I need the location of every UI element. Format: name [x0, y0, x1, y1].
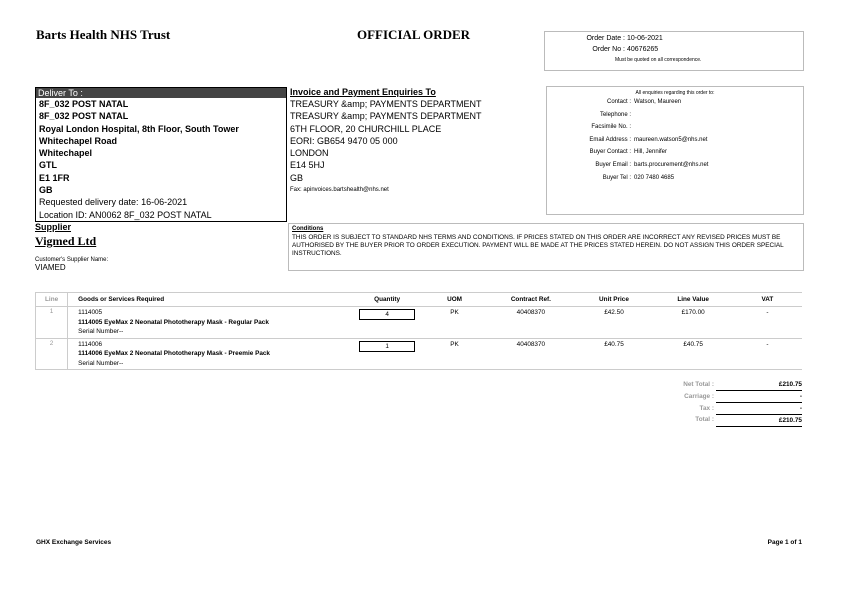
col-contract-ref: Contract Ref.: [487, 293, 574, 307]
supplier-heading: Supplier: [35, 222, 72, 232]
tax-value: -: [799, 405, 802, 412]
col-line-value: Line Value: [654, 293, 733, 307]
conditions-box: [288, 223, 804, 271]
invoice-title: Invoice and Payment Enquiries To: [290, 87, 436, 97]
item-line-value: £40.75: [683, 340, 703, 348]
invoice-line: GB: [290, 172, 304, 183]
item-unit-price: £40.75: [604, 340, 624, 348]
contact-box: [546, 86, 804, 215]
order-info-box: [544, 31, 804, 71]
order-no: 40676265: [627, 46, 659, 53]
buyer-contact-label: Buyer Contact :: [589, 149, 631, 156]
invoice-line: 6TH FLOOR, 20 CHURCHILL PLACE: [290, 123, 442, 134]
deliver-line: E1 1FR: [39, 172, 70, 183]
order-date: 10-06-2021: [627, 35, 663, 42]
invoice-fax: Fax: apinvoices.bartshealth@nhs.net: [290, 187, 389, 194]
item-uom: PK: [450, 309, 459, 316]
deliver-line: GTL: [39, 160, 57, 171]
requested-delivery-date: Requested delivery date: 16-06-2021: [39, 197, 188, 208]
conditions-heading: Conditions: [292, 226, 324, 232]
net-total-label: Net Total :: [683, 381, 714, 388]
line-number: 1: [36, 307, 68, 339]
order-items-table: [35, 292, 802, 370]
item-unit-price: £42.50: [604, 309, 624, 316]
col-uom: UOM: [422, 293, 488, 307]
email-label: Email Address :: [589, 136, 631, 143]
trust-name: Barts Health NHS Trust: [36, 27, 171, 42]
conditions-text: THIS ORDER IS SUBJECT TO STANDARD NHS TERMS AND CONDITIONS. IF PRICES STATED ON THIS ORDER ARE INCORRECT ANY REVISED PRICES MUST BE AUTHORISED BY THE BUYER PRIOR TO ORDER EXECUTION. PAYMENT WILL BE MADE AT THE PRICES STATED HEREIN. DO NOT ASSIGN THIS ORDER SPECIAL INSTRUCTIONS.: [292, 234, 784, 257]
customer-supplier-label: Customer's Supplier Name:: [35, 257, 109, 263]
contact-label: Contact :: [606, 99, 631, 105]
net-total-value: £210.75: [716, 379, 802, 391]
col-quantity: Quantity: [352, 293, 421, 307]
item-line-value: £170.00: [681, 309, 705, 316]
deliver-line: 8F_032 POST NATAL: [39, 99, 129, 109]
carriage-value: -: [716, 391, 802, 403]
totals-section: [640, 379, 802, 427]
table-row: [36, 338, 803, 370]
telephone-label: Telephone :: [599, 111, 631, 118]
buyer-tel-label: Buyer Tel :: [602, 174, 631, 181]
table-header-row: [36, 293, 803, 307]
total-label: Total :: [695, 416, 714, 423]
item-vat: -: [766, 309, 769, 316]
invoice-line: EORI: GB654 9470 05 000: [290, 135, 398, 146]
buyer-tel-value: 020 7480 4685: [634, 174, 675, 181]
deliver-to-box: [35, 87, 287, 222]
item-uom: PK: [450, 340, 459, 348]
table-row: [36, 307, 803, 339]
item-vat: -: [766, 340, 769, 348]
facsimile-label: Facsimile No. :: [591, 124, 631, 131]
tax-label: Tax :: [699, 405, 714, 412]
footer-left: GHX Exchange Services: [36, 539, 112, 546]
invoice-line: LONDON: [290, 148, 329, 159]
item-contract-ref: 40408370: [516, 340, 546, 348]
invoice-section: [290, 86, 545, 193]
quantity-box: 4: [359, 309, 415, 320]
deliver-heading: Deliver To :: [36, 88, 286, 98]
order-date-label: Order Date :: [586, 35, 625, 42]
supplier-section: [35, 222, 285, 272]
item-serial: Serial Number--: [78, 328, 124, 335]
item-code: 1114005: [78, 309, 103, 316]
invoice-line: TREASURY &amp; PAYMENTS DEPARTMENT: [290, 111, 482, 122]
deliver-line: Whitechapel Road: [39, 135, 118, 146]
document-title: OFFICIAL ORDER: [357, 27, 471, 42]
item-serial: Serial Number--: [78, 359, 124, 367]
contact-value: Watson, Maureen: [634, 99, 682, 105]
email-value: maureen.watson5@nhs.net: [634, 136, 708, 143]
contact-note: All enquiries regarding this order to:: [635, 90, 715, 96]
deliver-line: GB: [39, 185, 53, 196]
order-no-label: Order No :: [592, 46, 625, 53]
col-goods: Goods or Services Required: [68, 293, 353, 307]
line-number: 2: [36, 338, 68, 370]
invoice-line: TREASURY &amp; PAYMENTS DEPARTMENT: [290, 99, 482, 109]
deliver-line: Royal London Hospital, 8th Floor, South Tower: [39, 123, 239, 134]
item-description: 1114006 EyeMax 2 Neonatal Phototherapy Mask - Preemie Pack: [78, 350, 270, 357]
col-vat: VAT: [733, 293, 802, 307]
buyer-email-value: barts.procurement@nhs.net: [634, 161, 709, 168]
col-line: Line: [36, 293, 68, 307]
col-unit-price: Unit Price: [574, 293, 653, 307]
customer-supplier-name: VIAMED: [35, 263, 66, 272]
deliver-line: Whitechapel: [39, 148, 93, 159]
quote-note: Must be quoted on all correspondence.: [615, 57, 702, 63]
supplier-name: Vigmed Ltd: [35, 234, 97, 248]
carriage-label: Carriage :: [684, 393, 714, 400]
page-number: Page 1 of 1: [767, 539, 802, 546]
item-contract-ref: 40408370: [516, 309, 546, 316]
item-description: 1114005 EyeMax 2 Neonatal Phototherapy Mask - Regular Pack: [78, 318, 269, 326]
deliver-line: 8F_032 POST NATAL: [39, 111, 129, 122]
location-id: Location ID: AN0062 8F_032 POST NATAL: [39, 209, 212, 220]
quantity-box: 1: [359, 341, 415, 352]
total-value: £210.75: [716, 414, 802, 427]
item-code: 1114006: [78, 340, 103, 348]
buyer-contact-value: Hill, Jennifer: [634, 149, 668, 156]
invoice-line: E14 5HJ: [290, 160, 325, 171]
buyer-email-label: Buyer Email :: [595, 161, 631, 168]
